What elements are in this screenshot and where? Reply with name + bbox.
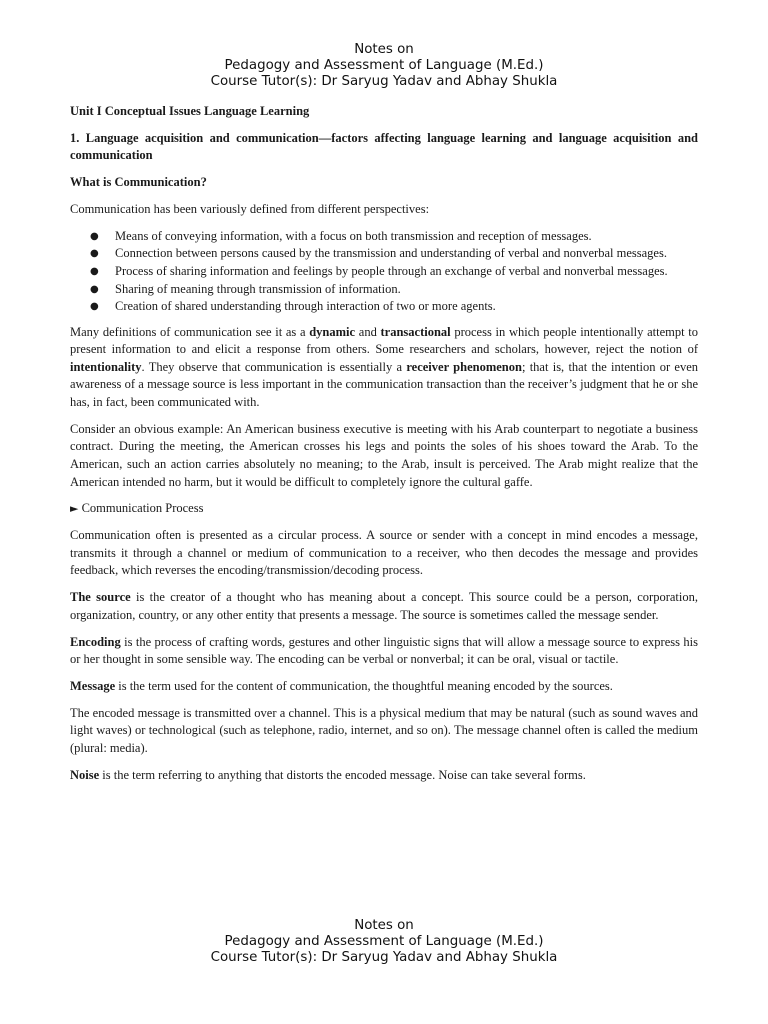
- term-dynamic: dynamic: [309, 324, 356, 339]
- channel-paragraph: The encoded message is transmitted over a channel. This is a physical medium that may be natural (such as sound waves and light waves) or technological (such as telephone, radio, internet, and so on). The message channel often is called the medium (plural: media).: [70, 705, 698, 755]
- page-header: [0, 42, 768, 90]
- document-body: [70, 103, 698, 793]
- process-heading: [70, 500, 698, 518]
- list-item-text: Connection between persons caused by the transmission and understanding of verbal and nonverbal messages.: [115, 246, 667, 261]
- message-paragraph: Message is the term used for the content of communication, the thoughtful meaning encoded by the sources.: [70, 678, 613, 693]
- header-line-3: Course Tutor(s): Dr Saryug Yadav and Abhay Shukla: [210, 74, 558, 89]
- term-intentionality: intentionality: [70, 359, 142, 374]
- arrow-right-icon: ►: [70, 502, 79, 516]
- example-paragraph: Consider an obvious example: An American business executive is meeting with his Arab counterpart to negotiate a business contract. During the meeting, the American crosses his legs and points the soles of his shoes toward the Arab. To the American, such an action carries absolutely no meaning; to the Arab, insult is perceived. The Arab might realize that the American intended no harm, but it would be difficult to completely ignore the cultural gaffe.: [70, 421, 698, 489]
- process-paragraph: Communication often is presented as a circular process. A source or sender with a concept in mind encodes a message, transmits it through a channel or medium of communication to a receiver, who then decodes the message and provides feedback, which reverses the encoding/transmission/decoding process.: [70, 528, 698, 578]
- header-line-1: Notes on: [354, 42, 414, 57]
- question-title: What is Communication?: [70, 175, 207, 190]
- bullet-icon: ●: [90, 301, 99, 313]
- definitions-paragraph: Many definitions of communication see it as a dynamic and transactional process in which people intentionally attempt to present information to and elicit a response from others. Some researchers and scholars, however, reject the notion of intentionality. They observe that communication is essentially a receiver phenomenon; that is, that the intention or even awareness of a message source is less important in the communication transaction than the receiver’s judgment that he or she has, in fact, been communicated with.: [70, 324, 699, 410]
- header-line-2: Pedagogy and Assessment of Language (M.Ed.): [224, 58, 544, 73]
- term-receiver-phenomenon: receiver phenomenon: [406, 359, 522, 374]
- intro-paragraph: Communication has been variously defined from different perspectives:: [70, 201, 430, 216]
- list-item-text: Creation of shared understanding through interaction of two or more agents.: [115, 299, 496, 314]
- list-item: [70, 281, 698, 299]
- section-title: 1. Language acquisition and communication—factors affecting language learning and language acquisition and communication: [70, 130, 698, 163]
- list-item: [70, 263, 698, 281]
- source-paragraph: The source is the creator of a thought who has meaning about a concept. This source could be a person, corporation, organization, country, or any other entity that presents a message. The source is sometimes called the message sender.: [70, 590, 698, 622]
- noise-paragraph: Noise is the term referring to anything that distorts the encoded message. Noise can take several forms.: [70, 767, 586, 782]
- page-footer-header: [0, 918, 768, 966]
- unit-title: Unit I Conceptual Issues Language Learning: [70, 104, 310, 118]
- bullet-icon: ●: [90, 283, 99, 295]
- bullet-icon: ●: [90, 248, 99, 260]
- list-item-text: Means of conveying information, with a focus on both transmission and reception of messages.: [115, 228, 592, 243]
- bullet-icon: ●: [90, 265, 99, 277]
- header-line-2: Pedagogy and Assessment of Language (M.Ed.): [224, 934, 544, 949]
- list-item: [70, 228, 698, 246]
- term-transactional: transactional: [380, 324, 451, 339]
- term-encoding: Encoding: [70, 634, 121, 649]
- list-item-text: Process of sharing information and feelings by people through an exchange of verbal and nonverbal messages.: [115, 263, 668, 278]
- encoding-paragraph: Encoding is the process of crafting words, gestures and other linguistic signs that will allow a message source to express his or her thought in some sensible way. The encoding can be verbal or nonverbal; it can be oral, visual or tactile.: [70, 634, 698, 667]
- bullet-icon: ●: [90, 230, 99, 242]
- term-noise: Noise: [70, 767, 100, 782]
- process-heading-label: Communication Process: [78, 501, 204, 516]
- term-source: The source: [70, 590, 131, 605]
- term-message: Message: [70, 678, 116, 693]
- list-item: [70, 298, 698, 316]
- definition-list: [70, 228, 698, 316]
- list-item: [70, 245, 698, 263]
- list-item-text: Sharing of meaning through transmission of information.: [115, 281, 401, 296]
- header-line-3: Course Tutor(s): Dr Saryug Yadav and Abhay Shukla: [210, 950, 558, 965]
- header-line-1: Notes on: [354, 918, 414, 933]
